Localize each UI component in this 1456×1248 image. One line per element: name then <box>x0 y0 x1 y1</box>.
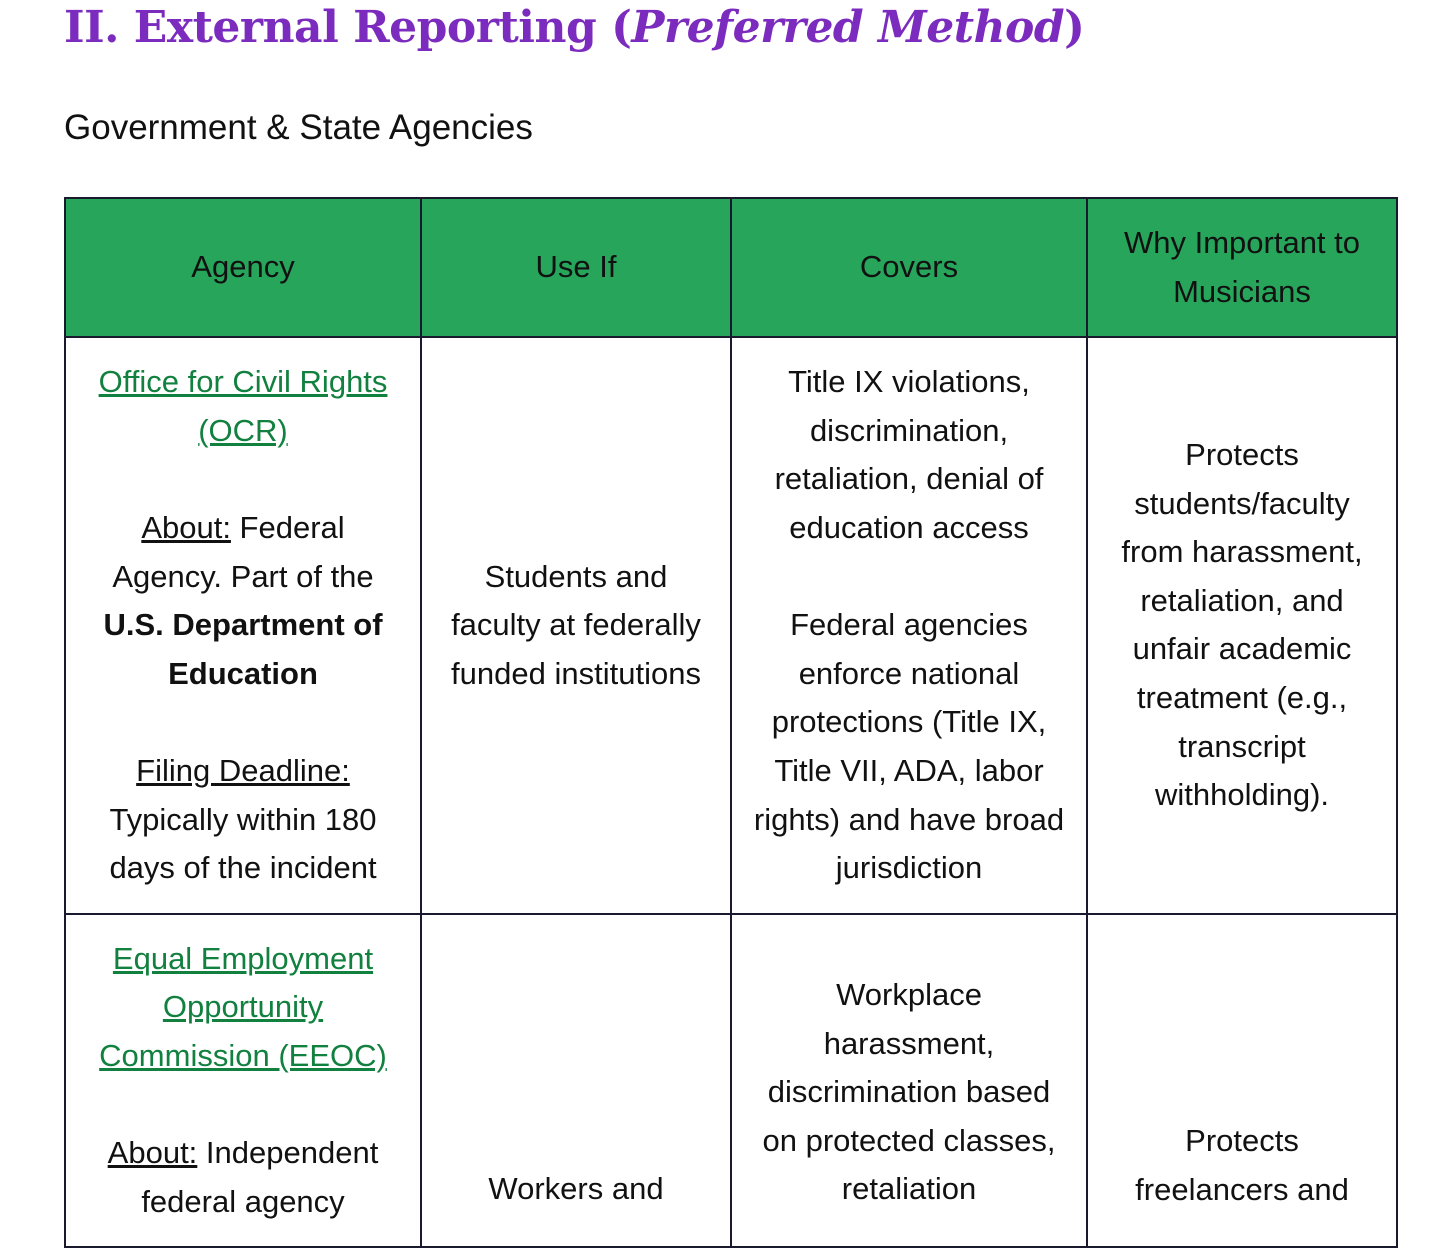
ocr-about: About: Federal Agency. Part of the U.S. Department of Education <box>103 509 383 691</box>
header-use-if: Use If <box>421 198 731 337</box>
covers-cell <box>731 337 1087 914</box>
about-label: About: <box>141 509 231 545</box>
header-covers: Covers <box>731 198 1087 337</box>
use-if-cell: Workers and <box>421 914 731 1248</box>
why-important-cell: Protects freelancers and <box>1087 914 1397 1248</box>
covers-note: Federal agencies enforce national protections (Title IX, Title VII, ADA, labor rights) and have broad jurisdiction <box>753 607 1065 886</box>
covers-text: Title IX violations, discrimination, retaliation, denial of education access <box>774 364 1044 545</box>
header-why-important: Why Important to Musicians <box>1087 198 1397 337</box>
covers-cell <box>731 914 1087 1248</box>
section-subheading: Government & State Agencies <box>64 108 533 147</box>
page-heading: II. External Reporting (Preferred Method) <box>64 2 1085 53</box>
ocr-deadline: Filing Deadline: Typically within 180 days of the incident <box>109 752 377 886</box>
table-row <box>65 914 1397 1248</box>
agency-cell <box>65 337 421 914</box>
ocr-link[interactable]: Office for Civil Rights (OCR) <box>98 364 388 448</box>
header-agency: Agency <box>65 198 421 337</box>
department-name: U.S. Department of Education <box>103 607 383 691</box>
why-important-cell: Protects students/faculty from harassment, retaliation, and unfair academic treatment (e.g., transcript withholding). <box>1087 337 1397 914</box>
table-row <box>65 337 1397 914</box>
about-label: About: <box>107 1135 198 1171</box>
table-header-row <box>65 198 1397 337</box>
covers-text: Workplace harassment, discrimination based on protected classes, retaliation <box>762 977 1056 1207</box>
agency-cell <box>65 914 421 1248</box>
eeoc-about: About: Independent federal agency <box>107 1135 379 1219</box>
deadline-label: Filing Deadline: <box>136 752 350 788</box>
heading-emphasis: Preferred Method <box>631 2 1065 53</box>
eeoc-link[interactable]: Equal Employment Opportunity Commission (EEOC) <box>99 940 387 1073</box>
agencies-table <box>64 197 1398 1248</box>
use-if-cell: Students and faculty at federally funded institutions <box>421 337 731 914</box>
